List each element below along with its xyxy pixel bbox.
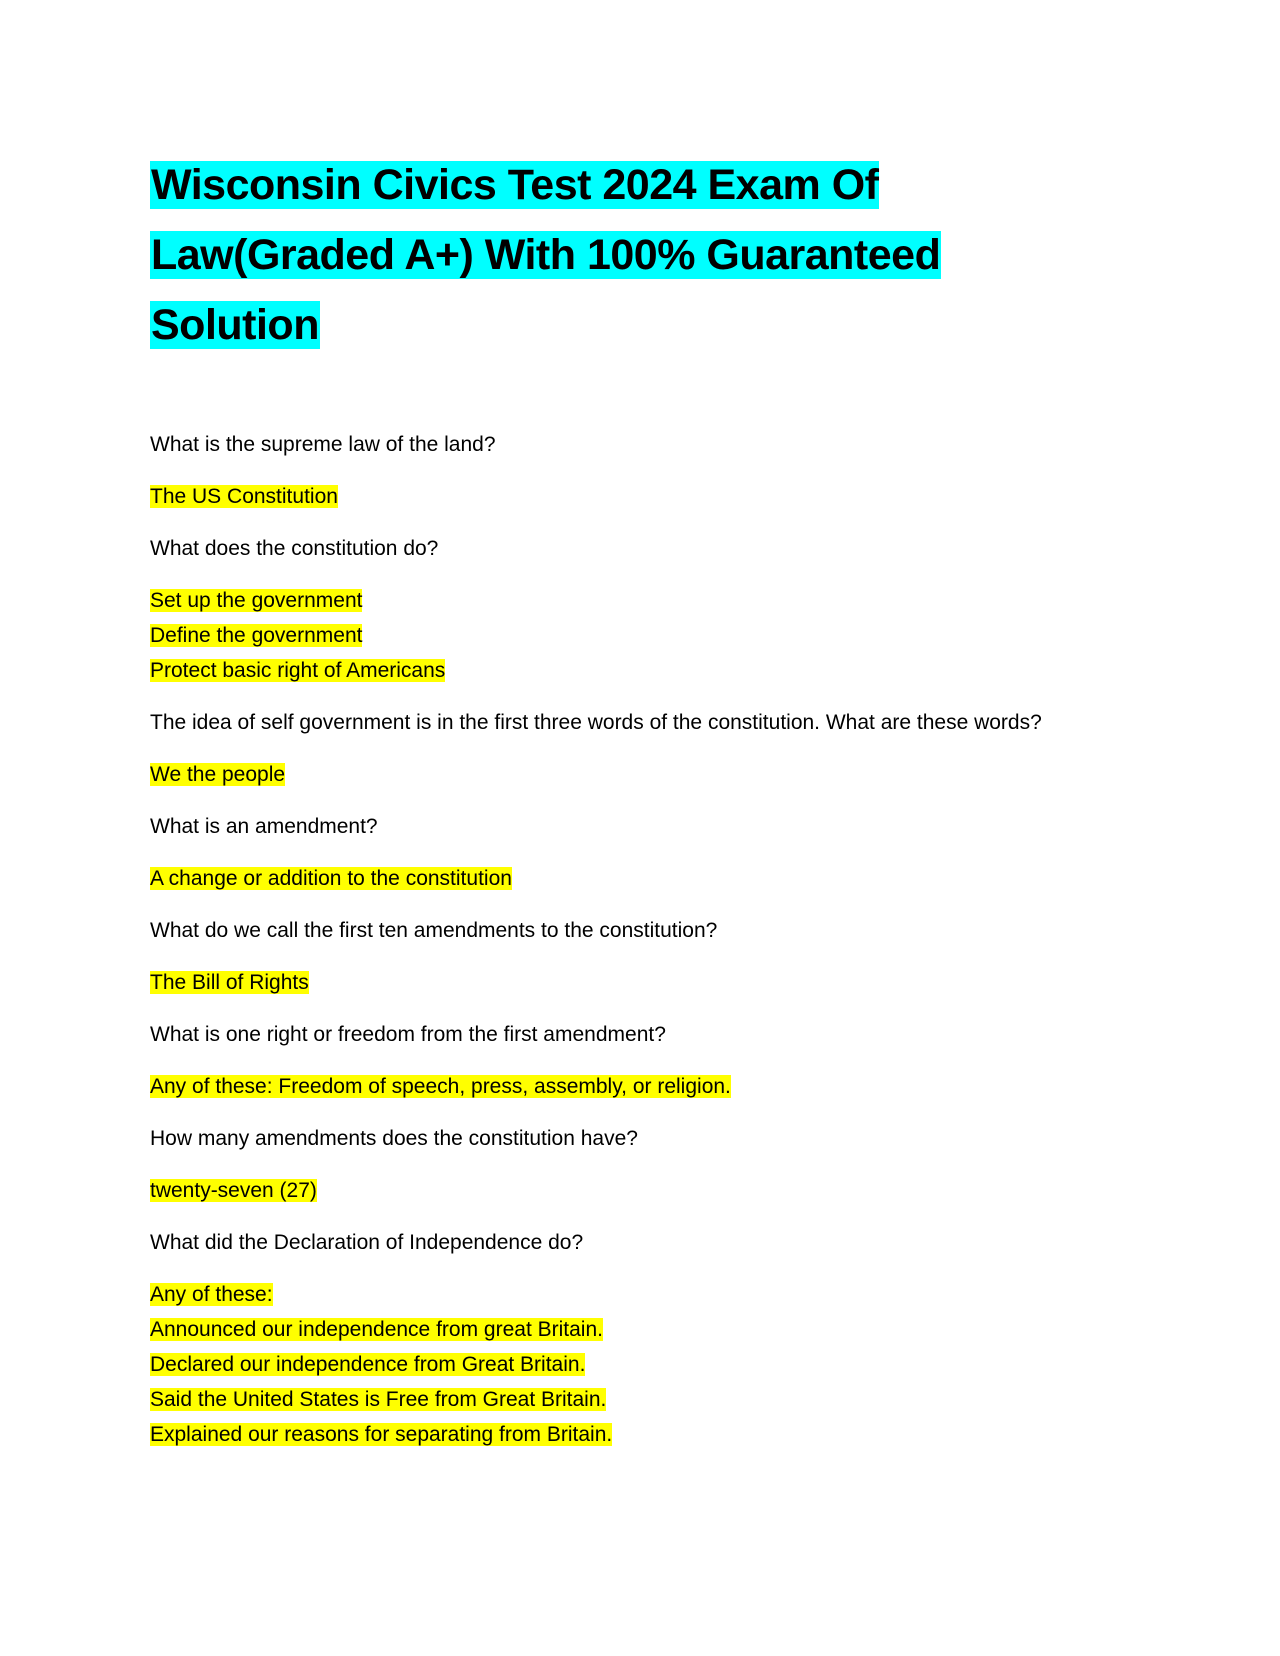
answer-line: A change or addition to the constitution [150,867,512,890]
answer-line: Set up the government [150,589,363,612]
answer-line: Any of these: [150,1283,273,1306]
answer-line: twenty-seven (27) [150,1179,317,1202]
answer-line: The Bill of Rights [150,971,309,994]
answer-line: The US Constitution [150,485,338,508]
answer-line: Declared our independence from Great Britain. [150,1353,586,1376]
question: What is an amendment? [150,815,378,838]
question: How many amendments does the constitution have? [150,1127,638,1150]
title-line: Solution [151,301,319,349]
answer [150,861,1080,896]
answer-line: Protect basic right of Americans [150,659,446,682]
question: What is one right or freedom from the first amendment? [150,1023,666,1046]
answer-line: Announced our independence from great Britain. [150,1318,603,1341]
title-line: Law(Graded A+) With 100% Guaranteed [151,231,941,279]
answer [150,1173,1080,1208]
answer [150,1277,1080,1452]
question: What did the Declaration of Independence do? [150,1231,584,1254]
answer-line: Said the United States is Free from Great Britain. [150,1388,607,1411]
answer [150,1069,1080,1104]
question: What do we call the first ten amendments to the constitution? [150,919,718,942]
answer [150,757,1080,792]
qa-list [150,427,1080,1452]
answer [150,965,1080,1000]
answer-line: We the people [150,763,286,786]
question: What is the supreme law of the land? [150,433,496,456]
title-line: Wisconsin Civics Test 2024 Exam Of [151,161,879,209]
question: The idea of self government is in the first three words of the constitution. What are these words? [150,711,1042,734]
answer [150,583,1080,688]
question: What does the constitution do? [150,537,439,560]
answer-line: Any of these: Freedom of speech, press, assembly, or religion. [150,1075,731,1098]
answer-line: Define the government [150,624,363,647]
document-title [150,150,1110,360]
answer-line: Explained our reasons for separating from Britain. [150,1423,613,1446]
answer [150,479,1080,514]
